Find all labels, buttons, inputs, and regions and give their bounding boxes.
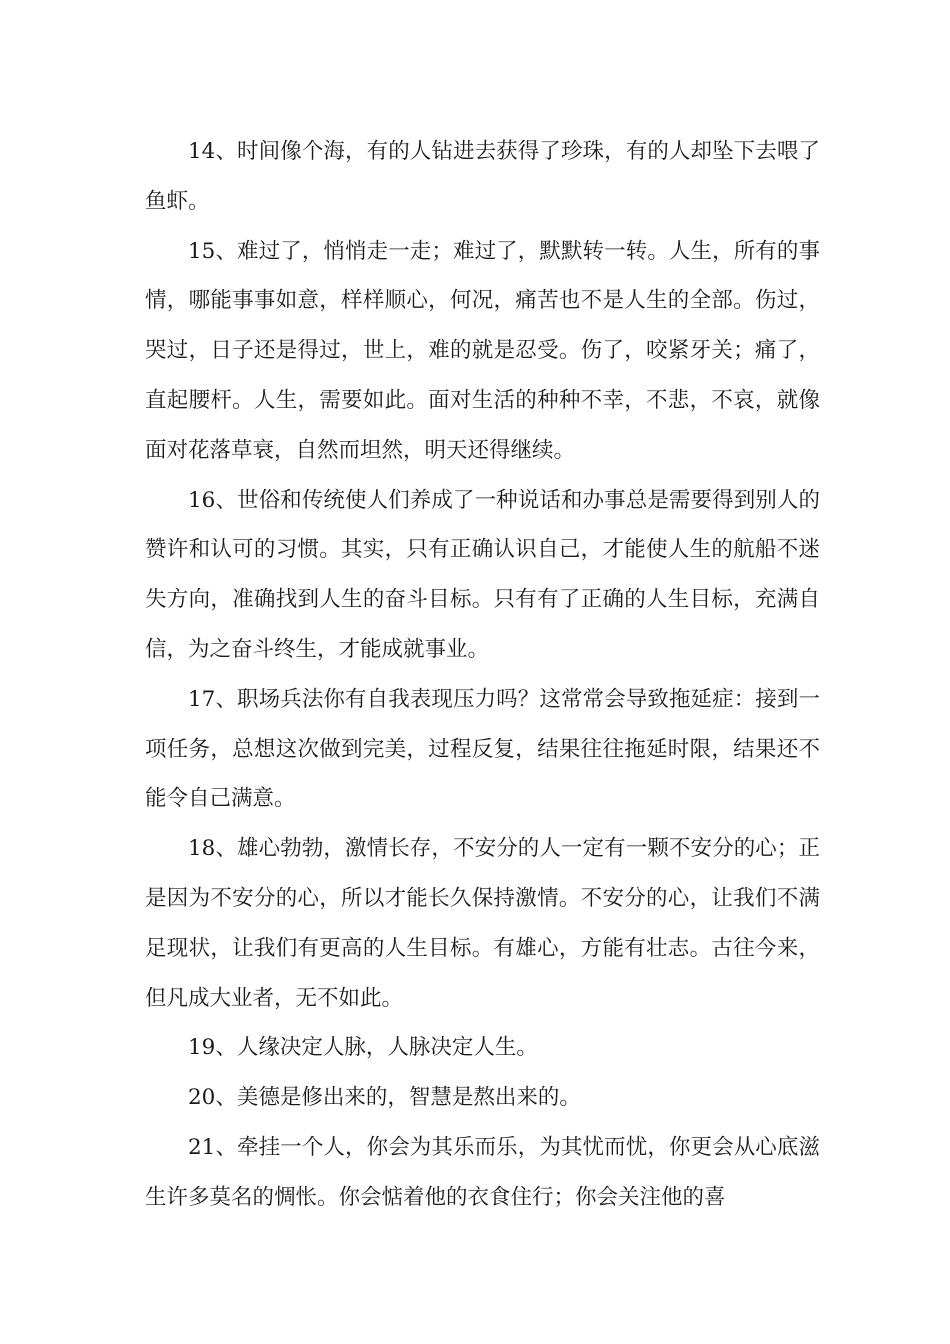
paragraph-17: 17、职场兵法你有自我表现压力吗？这常常会导致拖延症：接到一项任务，总想这次做到完美，过程反复，结果往往拖延时限，结果还不能令自己满意。 (145, 686, 820, 812)
paragraph-19: 19、人缘决定人脉，人脉决定人生。 (188, 1035, 538, 1061)
document-page (145, 127, 820, 1223)
paragraph-15: 15、难过了，悄悄走一走；难过了，默默转一转。人生，所有的事情，哪能事事如意，样样顺心，何况，痛苦也不是人生的全部。伤过，哭过，日子还是得过，世上，难的就是忍受。伤了，咬紧牙关；痛了，直起腰杆。人生，需要如此。面对生活的种种不幸，不悲，不哀，就像面对花落草衰，自然而坦然，明天还得继续。 (145, 238, 820, 463)
paragraph-18: 18、雄心勃勃，激情长存，不安分的人一定有一颗不安分的心；正是因为不安分的心，所以才能长久保持激情。不安分的心，让我们不满足现状，让我们有更高的人生目标。有雄心，方能有壮志。古往今来，但凡成大业者，无不如此。 (145, 836, 820, 1011)
paragraph-16: 16、世俗和传统使人们养成了一种说话和办事总是需要得到别人的赞许和认可的习惯。其实，只有正确认识自己，才能使人生的航船不迷失方向，准确找到人生的奋斗目标。只有有了正确的人生目标，充满自信，为之奋斗终生，才能成就事业。 (145, 487, 820, 662)
paragraph-14: 14、时间像个海，有的人钻进去获得了珍珠，有的人却坠下去喂了鱼虾。 (145, 139, 820, 214)
paragraph-20: 20、美德是修出来的，智慧是熬出来的。 (188, 1085, 581, 1111)
paragraph-21: 21、牵挂一个人，你会为其乐而乐，为其忧而忧，你更会从心底滋生许多莫名的惆怅。你会惦着他的衣食住行；你会关注他的喜 (145, 1134, 820, 1210)
